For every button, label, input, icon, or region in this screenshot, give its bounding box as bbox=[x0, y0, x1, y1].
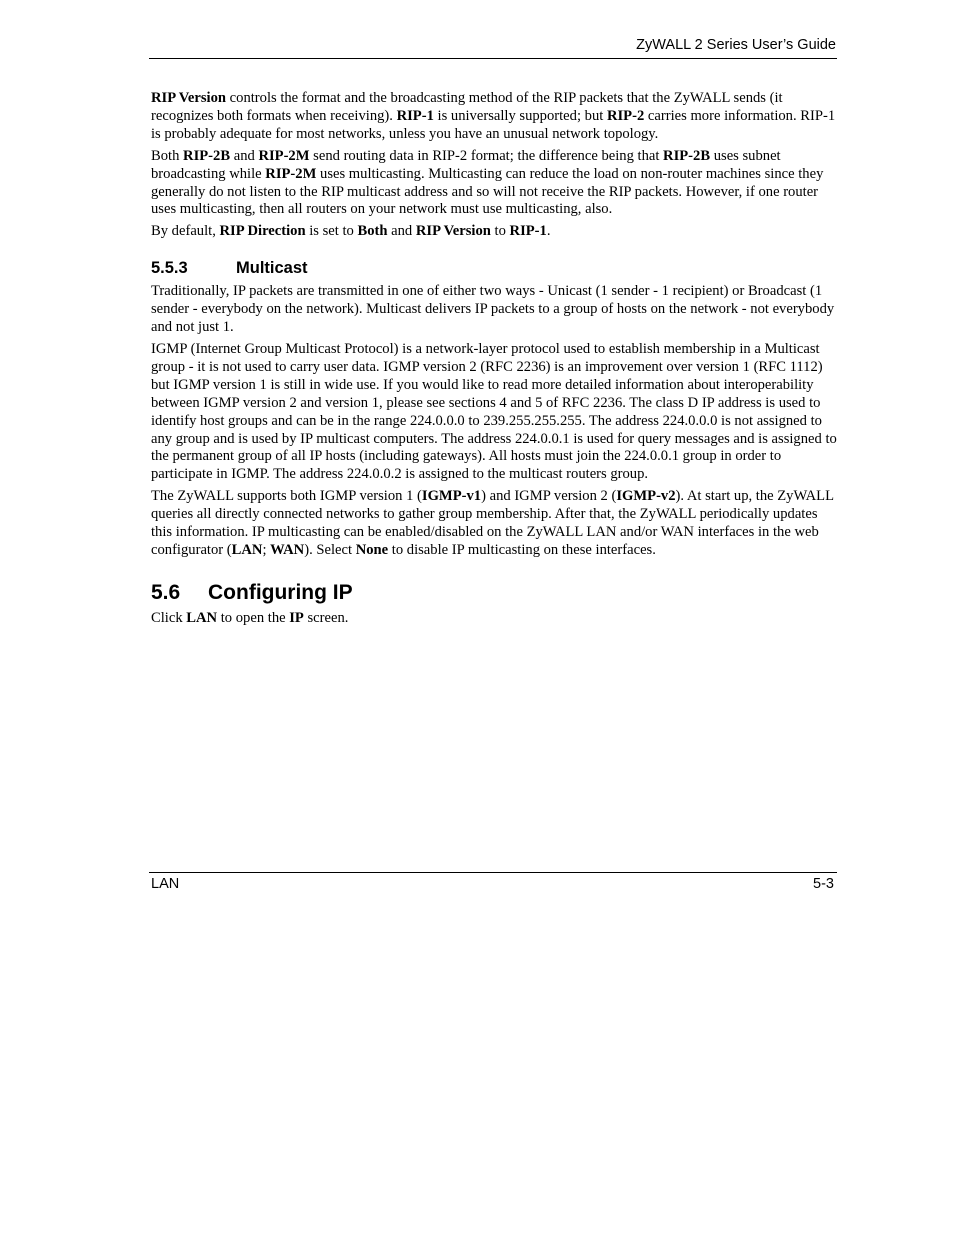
text-run: uses multicasting. Multicasting can reduce the load on non-router machines since they generally do not listen to the RIP multicast address and so will not receive the RIP packets. However, if one router uses multicasting, then all routers on your network must use multicasting, also. bbox=[151, 165, 824, 218]
section-heading-configuring-ip bbox=[151, 580, 837, 605]
bold-term: LAN bbox=[231, 541, 263, 558]
section-title: Multicast bbox=[236, 259, 308, 278]
bold-term: RIP-1 bbox=[396, 107, 434, 124]
paragraph-rip-2b-2m bbox=[151, 148, 837, 220]
bold-term: Both bbox=[357, 223, 388, 240]
text-run: screen. bbox=[303, 609, 349, 626]
bold-term: RIP Direction bbox=[219, 223, 306, 240]
text-run: Both bbox=[151, 147, 184, 164]
text-run: The ZyWALL supports both IGMP version 1 ( bbox=[151, 488, 422, 505]
text-run: Click bbox=[151, 609, 187, 626]
text-run: is set to bbox=[305, 223, 358, 240]
text-run: carries more information. RIP-1 is probably adequate for most networks, unless you have an unusual network topology. bbox=[151, 107, 836, 142]
page-footer bbox=[149, 872, 837, 892]
bold-term: RIP Version bbox=[415, 223, 491, 240]
section-title: Configuring IP bbox=[208, 580, 353, 604]
section-heading-multicast bbox=[151, 258, 837, 278]
bold-term: RIP-2 bbox=[606, 107, 645, 124]
bold-term: RIP Version bbox=[151, 90, 227, 106]
text-run: . bbox=[546, 223, 551, 240]
text-run: ) and IGMP version 2 ( bbox=[481, 488, 617, 505]
text-run: ; bbox=[262, 541, 271, 558]
text-run: is universally supported; but bbox=[433, 107, 607, 124]
paragraph-igmp: IGMP (Internet Group Multicast Protocol) is a network-layer protocol used to establish membership in a Multicast group - it is not used to carry user data. IGMP version 2 (RFC 2236) is an improvement over version 1 (RFC 1112) but IGMP version 1 is still in wide use. If you would like to read more detailed information about interoperability between IGMP version 2 and version 1, please see sections 4 and 5 of RFC 2236. The class D IP address is used to identify host groups and can be in the range 224.0.0.0 to 239.255.255.255. The address 224.0.0.0 is not assigned to any group and is used by IP multicast computers. The address 224.0.0.1 is used for query messages and is assigned to the permanent group of all IP hosts (including gateways). All hosts must join the 224.0.0.1 group in order to participate in IGMP. The address 224.0.0.2 is assigned to the multicast routers group. bbox=[151, 340, 837, 483]
bold-term: IGMP-v2 bbox=[616, 488, 676, 505]
bold-term: WAN bbox=[270, 541, 305, 558]
text-run: ). Select bbox=[304, 541, 356, 558]
paragraph-zywall-igmp bbox=[151, 488, 837, 560]
text-run: to open the bbox=[217, 609, 290, 626]
bold-term: RIP-2B bbox=[183, 147, 231, 164]
bold-term: RIP-2M bbox=[265, 165, 317, 182]
text-run: to disable IP multicasting on these interfaces. bbox=[388, 541, 656, 558]
bold-term: RIP-2M bbox=[258, 147, 310, 164]
section-number: 5.5.3 bbox=[151, 259, 188, 278]
header-title: ZyWALL 2 Series User’s Guide bbox=[636, 37, 836, 53]
bold-term: None bbox=[355, 541, 389, 558]
bold-term: RIP-2B bbox=[663, 147, 711, 164]
paragraph-rip-version bbox=[151, 90, 837, 144]
page-header bbox=[149, 36, 837, 59]
bold-term: IP bbox=[289, 609, 304, 626]
text-run: and bbox=[230, 147, 259, 164]
text-run: to bbox=[490, 223, 510, 240]
paragraph-click-lan bbox=[151, 610, 837, 628]
text-run: send routing data in RIP-2 format; the difference being that bbox=[309, 147, 664, 164]
bold-term: RIP-1 bbox=[509, 223, 547, 240]
section-number: 5.6 bbox=[151, 580, 181, 604]
bold-term: IGMP-v1 bbox=[421, 488, 482, 505]
text-run: controls the format and the broadcasting method of the RIP packets that the ZyWALL sends (it recognizes both formats when receiving). bbox=[151, 90, 783, 124]
text-run: and bbox=[387, 223, 416, 240]
text-run: uses subnet broadcasting while bbox=[151, 147, 781, 182]
text-run: By default, bbox=[151, 223, 220, 240]
text-run: ). At start up, the ZyWALL queries all directly connected networks to gather group membership. After that, the ZyWALL periodically updates this information. IP multicasting can be enabled/disabled on the ZyWALL LAN and/or WAN interfaces in the web configurator ( bbox=[151, 488, 834, 558]
page-content bbox=[151, 90, 837, 632]
bold-term: LAN bbox=[186, 609, 218, 626]
paragraph-multicast-intro: Traditionally, IP packets are transmitted in one of either two ways - Unicast (1 sender - 1 recipient) or Broadcast (1 sender - everybody on the network). Multicast delivers IP packets to a group of hosts on the network - not everybody and not just 1. bbox=[151, 283, 835, 336]
footer-chapter: LAN bbox=[151, 876, 180, 892]
footer-page-number: 5-3 bbox=[813, 876, 834, 892]
paragraph-rip-default bbox=[151, 223, 837, 241]
